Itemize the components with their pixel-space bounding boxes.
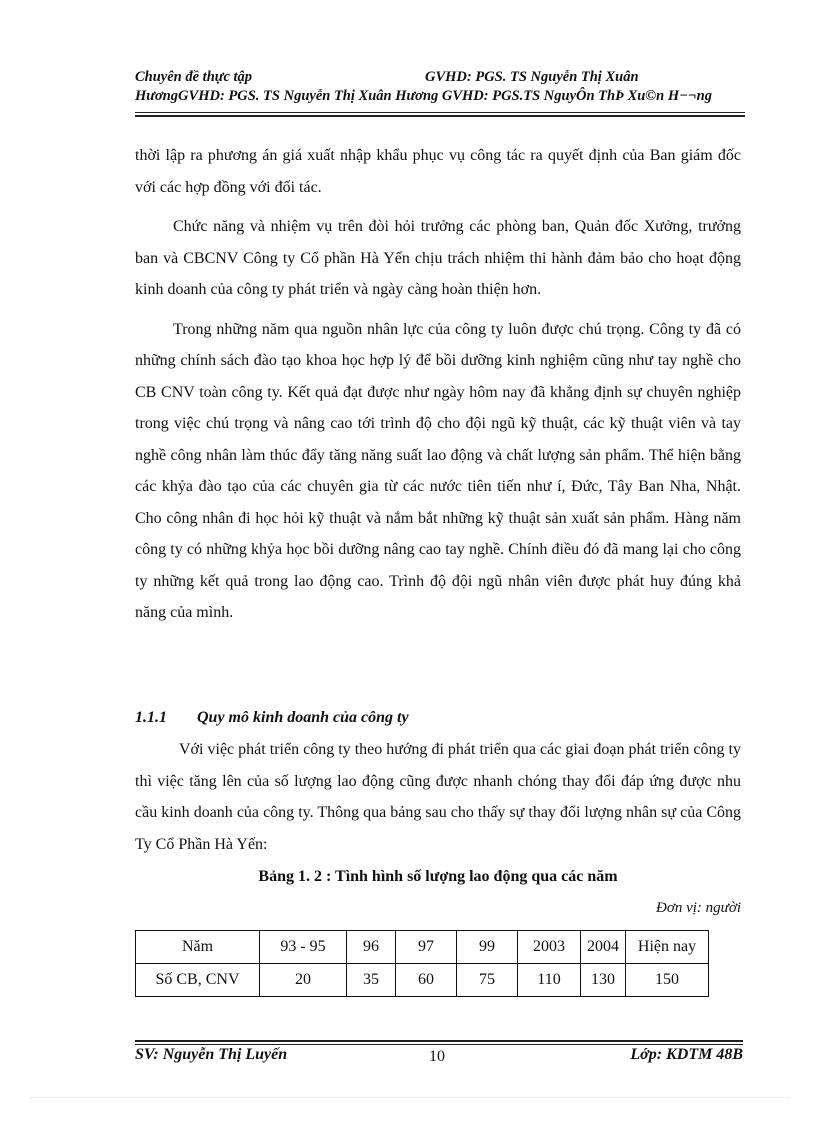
year-cell: Hiện nay [626, 931, 709, 964]
section-number: 1.1.1 [135, 709, 167, 726]
paragraph-3: Trong những năm qua nguồn nhân lực của công ty luôn được chú trọng. Công ty đã có những chính sách đào tạo khoa học hợp lý để bồi dưỡng kinh nghiệm cũng như tay nghề cho CB CNV toàn công ty. Kết quả đạt được như ngày hôm nay đã khẳng định sự chuyên nghiệp trong việc chú trọng và nâng cao tới trình độ cho đội ngũ kỹ thuật, các kỹ thuật viên và tay nghề công nhân làm thúc đẩy tăng năng suất lao động và chất lượng sản phẩm. Thể hiện bằng các khỷa đào tạo của các chuyên gia từ các nước tiên tiến như í, Đức, Tây Ban Nha, Nhật. Cho công nhân đi học hỏi kỹ thuật và nắm bắt những kỹ thuật sản xuất sản phẩm. Hàng năm công ty có những khỷa học bồi dưỡng nâng cao tay nghề. Chính điều đó đã mang lại cho công ty những kết quả trong lao động cao. Trình độ đội ngũ nhân viên được phát huy đúng khả năng của mình. [135, 320, 741, 621]
count-cell: 35 [347, 964, 396, 997]
table-unit: Đơn vị: người [655, 900, 741, 916]
table-title: Bảng 1. 2 : Tình hình số lượng lao động qua các năm [258, 868, 618, 885]
count-cell: 60 [396, 964, 457, 997]
section-body [135, 734, 741, 860]
header-divider-thin [135, 112, 745, 113]
header-advisor: GVHD: PGS. TS Nguyễn Thị Xuân [425, 69, 639, 85]
staff-count-table [135, 930, 709, 997]
header-divider-thick [135, 115, 745, 117]
year-cell: 93 - 95 [260, 931, 347, 964]
header-advisor-repeat: HươngGVHD: PGS. TS Nguyễn Thị Xuân Hương GVHD: PGS.TS NguyÔn ThÞ Xu©n H−¬ng [135, 88, 712, 104]
table-row-years [136, 931, 709, 964]
year-cell: 99 [457, 931, 518, 964]
year-cell: 97 [396, 931, 457, 964]
count-cell: 130 [581, 964, 626, 997]
section-paragraph: Với việc phát triển công ty theo hướng đi phát triển qua các giai đoạn phát triển công ty thì việc tăng lên của số lượng lao động cũng được nhanh chóng thay đổi đáp ứng được nhu cầu kinh doanh của công ty. Thông qua bảng sau cho thấy sự thay đổi lượng nhân sự của Công Ty Cổ Phần Hà Yến: [135, 741, 741, 853]
section-title: Quy mô kinh doanh của công ty [197, 709, 409, 726]
count-cell: 110 [518, 964, 581, 997]
count-cell: 75 [457, 964, 518, 997]
table-row-counts [136, 964, 709, 997]
body-text [135, 140, 741, 637]
footer-student: SV: Nguyễn Thị Luyến [135, 1046, 288, 1063]
page-number: 10 [429, 1048, 445, 1065]
page-bottom-divider [30, 1097, 790, 1098]
count-cell: 20 [260, 964, 347, 997]
paragraph-1: thời lập ra phương án giá xuất nhập khẩu phục vụ công tác ra quyết định của Ban giám đốc với các hợp đồng với đối tác. [135, 147, 741, 196]
footer-divider-thick [135, 1040, 743, 1042]
footer-class: Lớp: KDTM 48B [630, 1046, 743, 1063]
page-header [135, 68, 775, 112]
page-footer [135, 1044, 743, 1070]
section-heading [135, 706, 409, 730]
year-cell: 96 [347, 931, 396, 964]
header-course-title: Chuyên đề thực tập [135, 69, 253, 85]
year-cell: 2003 [518, 931, 581, 964]
row-header-year: Năm [136, 931, 260, 964]
count-cell: 150 [626, 964, 709, 997]
paragraph-2: Chức năng và nhiệm vụ trên đòi hỏi trưởng các phòng ban, Quản đốc Xưởng, trưởng ban và CBCNV Công ty Cổ phần Hà Yến chịu trách nhiệm thi hành đảm bảo cho hoạt động kinh doanh của công ty phát triển và ngày càng hoàn thiện hơn. [135, 218, 741, 298]
year-cell: 2004 [581, 931, 626, 964]
row-header-count: Số CB, CNV [136, 964, 260, 997]
